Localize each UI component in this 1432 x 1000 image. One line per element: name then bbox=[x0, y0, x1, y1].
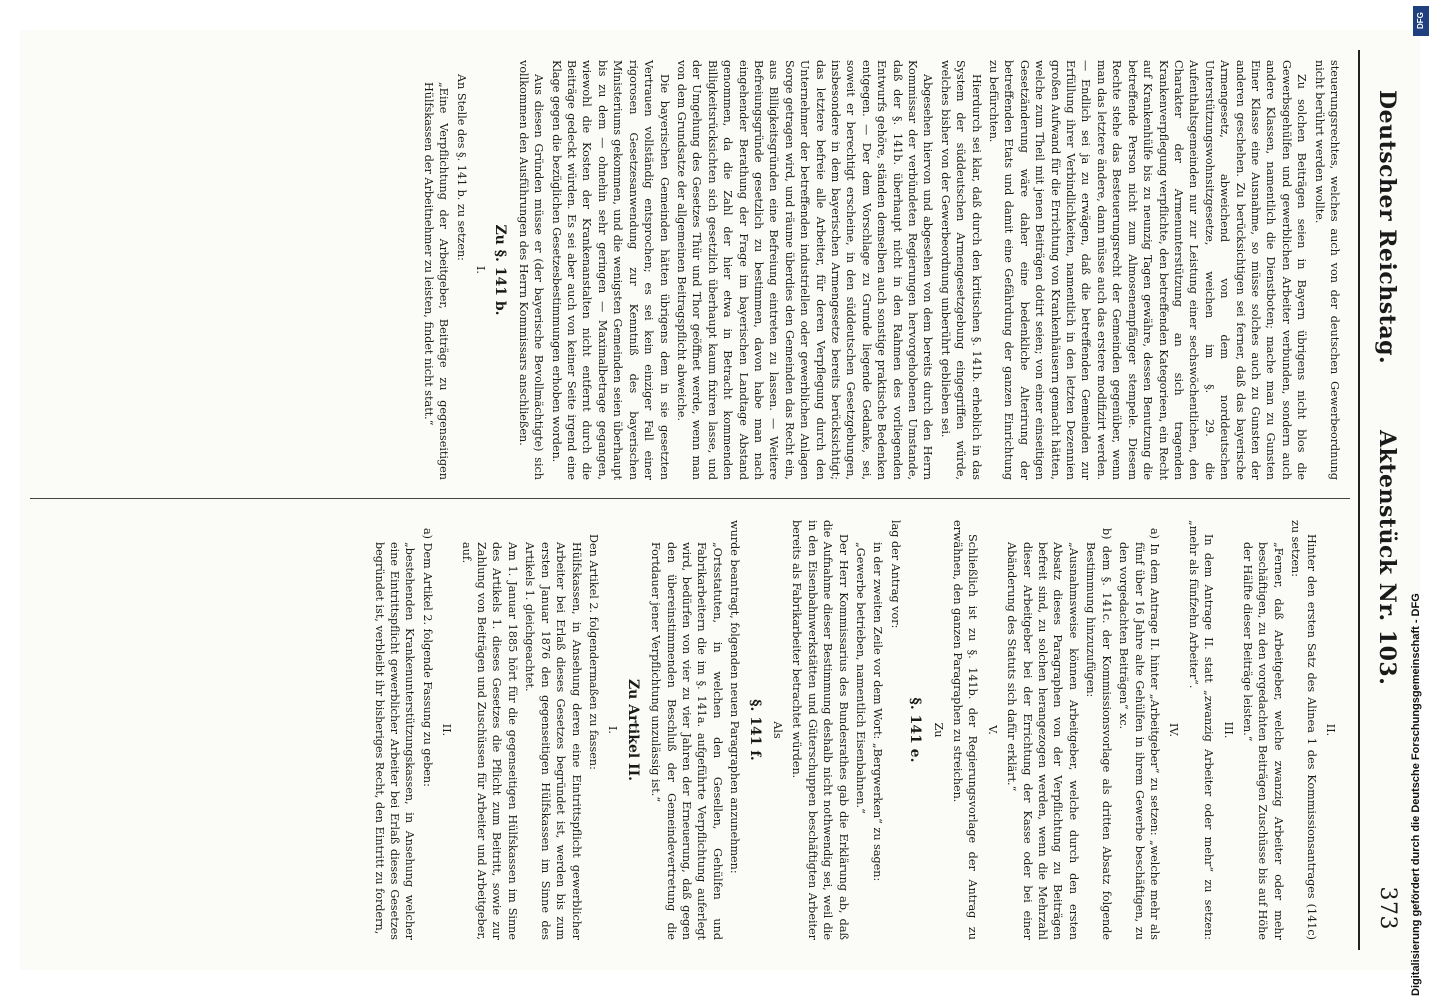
paragraph: In dem Antrage II. statt „zwanzig Arbeiter oder mehr“ zu setzen: „mehr als fünfzehn Arbeiter“. bbox=[1186, 520, 1216, 940]
roman-numeral: I. bbox=[606, 726, 620, 734]
quoted-text: „Gewerbe betrieben, namentlich Eisenbahnen.“ bbox=[854, 542, 868, 814]
roman-numeral: III. bbox=[1221, 721, 1235, 739]
paragraph: lag der Antrag vor: bbox=[888, 520, 902, 629]
paragraph: Schließlich ist zu §. 141b. der Regierungsvorlage der Antrag zu erwähnen, den ganzen Paragraphen zu streichen. bbox=[951, 520, 980, 940]
section-heading: §. 141 e. bbox=[907, 697, 924, 763]
paragraph: Der Herr Kommissarius des Bundesrathes gab die Erklärung ab, daß die Aufnahme dieser Bestimmung deshalb nicht nothwendig sei, weil die in den Eisenbahnwerkstätten und Güterschuppen beschäftigten Arbeiter bereits als Fabrikarbeiter betrachtet würden. bbox=[790, 520, 850, 940]
quoted-text: „Ferner, daß Arbeitgeber, welche zwanzig Arbeiter oder mehr beschäftigen, zu den vorgedachten Beiträgen Zuschüsse bis auf Höhe der Hälfte dieser Beiträge leisten.“ bbox=[1240, 542, 1285, 940]
quoted-text: „bestehenden Krankenunterstützungskassen, in Ansehung welcher eine Eintrittspflicht gewerblicher Arbeiter bei Erlaß dieses Gesetzes begründet ist, verbleibt ihr bisheriges Recht, den Eintritt zu fordern, bbox=[372, 542, 417, 940]
roman-numeral: I. bbox=[474, 266, 488, 274]
paragraph: Abgesehen hiervon und abgesehen von dem bereits durch den Herrn Kommissar der verbündeten Regierungen hervorgehobenen Umstande, daß der §. 141b. überhaupt nicht in den Rahmen des vorliegenden Entwurfs gehöre, ständen demselben auch sonstige praktische Bedenken entgegen. — Der dem Vorschlage zu Grunde liegende Gedanke, sei, soweit er berechtigt erscheine, in den süddeutschen Gesetzgebungen, insbesondere in dem bayerischen Armengesetze bereits berücksichtigt; das letztere befreie alle Arbeiter, für deren Verpflegung durch den Unternehmer der betreffenden industriellen oder gewerblichen Anlagen Sorge getragen wird, und räume überdies den Gemeinden das Recht ein, aus Billigkeitsgründen eine Befreiung eintreten zu lassen. — Weitere Befreiungsgründe gesetzlich zu bestimmen, davon habe man nach eingehender Berathung der Frage im bayerischen Landtage Abstand genommen, da die Zahl der hier etwa in Betracht kommenden Billigkeitsrücksichten sich gesetzlich überhaupt kaum fixiren lasse, und der Umgehung des Gesetzes Thür und Thor geöffnet werde, wenn man von dem Grundsatze der allgemeinen Beitragspflicht abweiche. bbox=[674, 60, 935, 480]
paragraph: Die bayerischen Gemeinden hätten übrigens dem in sie gesetzten Vertrauen vollständig entsprochen; es sei kein einziger Fall einer rigorosen Gesetzesanwendung zur Kenntniß des bayerischen Ministeriums gekommen, und die wenigsten Gemeinden seien überhaupt bis zu dem — ohnehin sehr geringen — Maximalbetrage gegangen, wiewohl die Kosten der Krankenanstalten nicht entfernt durch die Beiträge gedeckt würden. Es sei aber auch von keiner Seite irgend eine Klage gegen die bezüglichen Gesetzesbestimmungen erhoben worden. bbox=[549, 60, 671, 480]
paragraph: An Stelle des §. 141 b. zu setzen: bbox=[454, 74, 468, 261]
paragraph: Den Artikel 2. folgendermaßen zu fassen: bbox=[586, 534, 600, 770]
paragraph: in der zweiten Zeile vor dem Wort: „Bergwerken“ zu sagen: bbox=[871, 542, 885, 882]
header-center: Aktenstück Nr. 103. bbox=[1374, 430, 1400, 686]
section-heading: Zu §. 141 b. bbox=[492, 224, 509, 316]
funding-credit: Digitalisierung gefördert durch die Deutsche Forschungsgemeinschaft - DFG bbox=[1410, 593, 1422, 996]
als-label: Als bbox=[771, 721, 784, 739]
rotated-page bbox=[20, 30, 1420, 970]
dfg-logo: DFG bbox=[1413, 6, 1429, 36]
right-column bbox=[369, 520, 1342, 940]
paragraph: Hinter den ersten Satz des Alinea 1 des Kommissionsantrages (141c) zu setzen: bbox=[1289, 520, 1318, 940]
paragraph: wurde beantragt, folgenden neuen Paragraphen anzunehmen: bbox=[728, 520, 742, 874]
page-number: 373 bbox=[1375, 886, 1400, 930]
quoted-text: „Ausnahmsweise können Arbeitgeber, welche durch den ersten Absatz dieses Paragraphen von der Verpflichtung zu Beiträgen befreit sind, zu solchen herangezogen werden, wenn die Mehrzahl dieser Arbeitgeber bei der Errichtung der Kasse oder bei einer Abänderung des Statuts sich dafür erklärt.“ bbox=[1005, 542, 1080, 940]
roman-numeral: IV. bbox=[1167, 722, 1181, 738]
list-item: a) Dem Artikel 2. folgende Fassung zu geben: bbox=[420, 528, 434, 787]
paragraph: Hierdurch sei klar, daß durch den kritischen §. 141b. erheblich in das System der süddeutschen Armengesetzgebung eingegriffen würde, welches bisher von der Gewerbeordnung unberührt geblieben sei. bbox=[938, 60, 983, 480]
roman-numeral: V. bbox=[985, 725, 999, 735]
quoted-text: „Ortsstatuten, in welchen den Gesellen, Gehülfen und Fabrikarbeitern die im §. 141a. aufgeführte Verpflichtung auferlegt wird, bedürfen von vier zu vier Jahren der Erneuerung, daß gegen den übereinstimmenden Beschluß der Gemeindevertretung die Fortdauer jener Verpflichtung unzulässig ist.“ bbox=[649, 542, 724, 940]
list-item: b) dem §. 141c. der Kommissionsvorlage als dritten Absatz folgende Bestimmung hinzuzufügen: bbox=[1084, 528, 1113, 940]
paragraph: Aus diesen Gründen müsse er (der bayerische Bevollmächtigte) sich vollkommen den Ausführungen des Herrn Kommissars anschließen. bbox=[516, 60, 546, 480]
paragraph: Zu solchen Beiträgen seien in Bayern übrigens nicht blos die Gewerbsgehülfen und gewerblichen Arbeiter verbunden, sondern auch andere Klassen, namentlich die Dienstboten; mache man zu Gunsten Einer Klasse eine Ausnahme, so müsse solches auch zu Gunsten der anderen geschehen. Zu berücksichtigen sei ferner, daß das bayerische Armengesetz, abweichend von dem norddeutschen Unterstützungswohnsitzgesetze, weichen im §. 29. die Aufenthaltsgemeinden nur zur Leistung einer sechswöchentlichen, den Charakter der Armenunterstützung an sich tragenden Krankenverpflegung verpflichte, den betreffenden Kategorieen, ein Recht auf Krankenhülfe bis zu neunzig Tagen gewähre, dessen Benutzung die betreffende Person nicht zum Almosenempfänger stempele. Diesem Rechte stehe das Besteuerungsrecht der Gemeinden gegenüber, wenn man das letztere ändere, dann müsse auch das erstere modifizirt werden. — Endlich sei ja zu erwägen, daß die betreffenden Gemeinden zur Erfüllung ihrer Verbindlichkeiten, namentlich in den letzten Dezennien großen Aufwand für die Errichtung von Krankenhäusern gemacht hätten, welche zum Theil mit jenen Beiträgen dotirt seien; von einer einseitigen Gesetzänderung wäre daher eine bedenkliche Alterirung der betreffenden Etats und damit eine Gefährdung der ganzen Einrichtung zu befürchten. bbox=[987, 60, 1309, 480]
roman-numeral: II. bbox=[440, 723, 454, 737]
left-column bbox=[418, 60, 1342, 480]
section-heading: §. 141 f. bbox=[746, 699, 763, 761]
quoted-text: Am 1. Januar 1885 hört für die gegenseitigen Hülfskassen im Sinne des Artikels 1. dieses Gesetzes die Pflicht zum Beitritt, sowie zur Zahlung von Beiträgen und Zuschüssen für Arbeiter und Arbeitgeber, auf. bbox=[459, 542, 519, 940]
list-item: a) In dem Antrage II. hinter „Arbeitgeber“ zu setzen: „welche mehr als fünf über 16 Jahre alte Gehülfen in ihrem Gewerbe beschäftigen, zu den vorgedachten Beiträgen“ xc. bbox=[1117, 528, 1161, 940]
quoted-text: „Eine Verpflichtung der Arbeitgeber, Beiträge zu gegenseitigen Hülfskassen der Arbeitnehmer zu leisten, findet nicht statt.“ bbox=[421, 82, 451, 480]
header-left: Deutscher Reichstag. bbox=[1374, 90, 1400, 365]
quoted-text: Hülfskassen, in Ansehung deren eine Eintrittspflicht gewerblicher Arbeiter bei Erlaß dieses Gesetzes begründet ist, werden bis zum ersten Januar 1876 den gegenseitigen Hülfskassen im Sinne des Artikels 1. gleichgeachtet. bbox=[523, 542, 583, 940]
section-heading: Zu Artikel II. bbox=[624, 678, 641, 782]
column-divider bbox=[30, 498, 1350, 499]
zu-label: Zu bbox=[931, 722, 945, 738]
paragraph: steuerungsrechtes, welches auch von der deutschen Gewerbeordnung nicht berührt werden wollte. bbox=[1312, 60, 1341, 480]
header-rule bbox=[1358, 50, 1360, 950]
roman-numeral: II. bbox=[1324, 723, 1337, 737]
